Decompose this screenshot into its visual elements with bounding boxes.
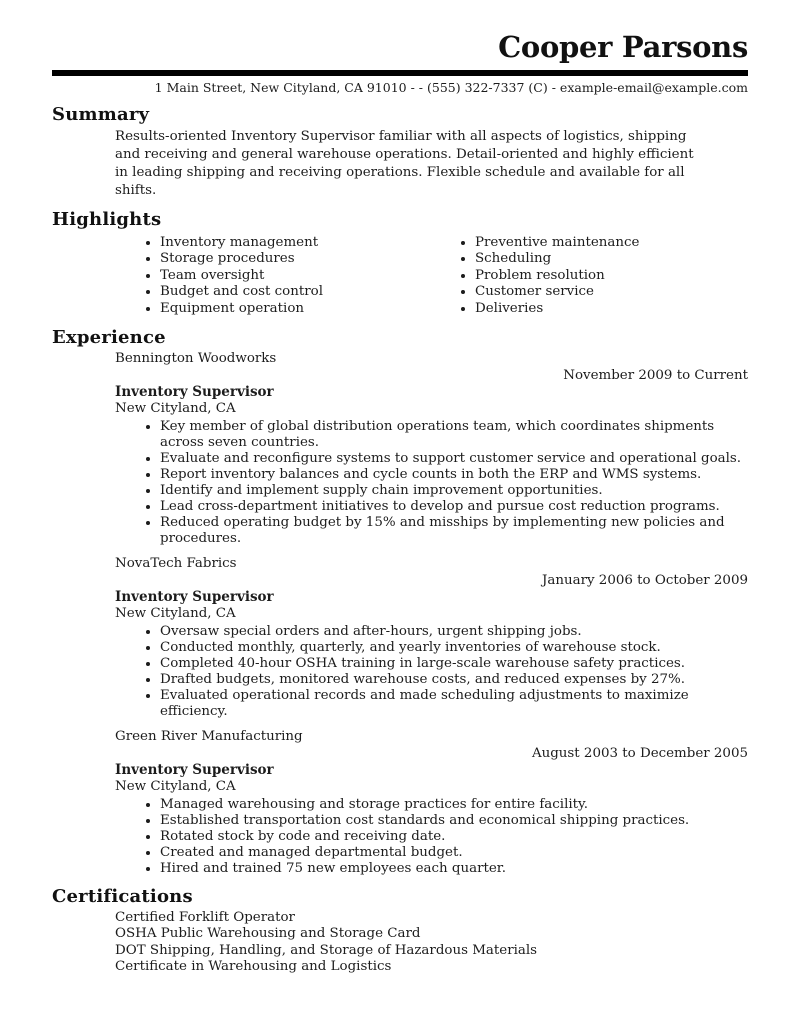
job-bullet: • Established transportation cost standards and economical shipping practices. bbox=[160, 813, 748, 829]
job-bullet-list bbox=[115, 624, 748, 720]
contact-line: 1 Main Street, New Cityland, CA 91010 - - (555) 322-7337 (C) - example-email@example.com bbox=[154, 79, 748, 95]
job-bullet: • Conducted monthly, quarterly, and yearly inventories of warehouse stock. bbox=[160, 640, 748, 656]
certification-item: OSHA Public Warehousing and Storage Card bbox=[115, 926, 421, 942]
section-summary bbox=[52, 104, 748, 200]
highlights-heading: Highlights bbox=[52, 208, 162, 230]
highlight-item: • Inventory management bbox=[160, 235, 430, 251]
highlight-item: • Problem resolution bbox=[475, 268, 748, 284]
highlight-item: • Budget and cost control bbox=[160, 284, 430, 300]
highlight-item: • Team oversight bbox=[160, 268, 430, 284]
job-bullet: • Evaluate and reconfigure systems to support customer service and operational goals. bbox=[160, 451, 748, 467]
job-bullet: • Hired and trained 75 new employees each quarter. bbox=[160, 861, 748, 877]
job-bullet: • Key member of global distribution operations team, which coordinates shipments across seven countries. bbox=[160, 419, 748, 451]
highlight-item: • Storage procedures bbox=[160, 251, 430, 267]
summary-heading: Summary bbox=[52, 103, 150, 125]
highlight-item: • Customer service bbox=[475, 284, 748, 300]
experience-heading: Experience bbox=[52, 326, 166, 348]
job-location: New Cityland, CA bbox=[115, 400, 236, 416]
job-bullet: • Rotated stock by code and receiving date. bbox=[160, 829, 748, 845]
job-bullet: • Completed 40-hour OSHA training in large-scale warehouse safety practices. bbox=[160, 656, 748, 672]
job-location: New Cityland, CA bbox=[115, 605, 236, 621]
section-highlights bbox=[52, 209, 748, 317]
job-title: Inventory Supervisor bbox=[115, 383, 274, 400]
job-bullet: • Reduced operating budget by 15% and misships by implementing new policies and procedures. bbox=[160, 515, 748, 547]
job-bullet: • Evaluated operational records and made scheduling adjustments to maximize efficiency. bbox=[160, 688, 748, 720]
job-bullet: • Managed warehousing and storage practices for entire facility. bbox=[160, 797, 748, 813]
job-company: NovaTech Fabrics bbox=[115, 555, 237, 571]
certification-item: DOT Shipping, Handling, and Storage of Hazardous Materials bbox=[115, 942, 538, 958]
job-bullet: • Drafted budgets, monitored warehouse costs, and reduced expenses by 27%. bbox=[160, 672, 748, 688]
section-experience bbox=[52, 327, 748, 877]
job-company: Bennington Woodworks bbox=[115, 350, 277, 366]
highlight-item: • Equipment operation bbox=[160, 301, 430, 317]
section-certifications bbox=[52, 886, 748, 976]
job-bullet: • Created and managed departmental budget. bbox=[160, 845, 748, 861]
highlights-left-column bbox=[115, 235, 430, 317]
job-title: Inventory Supervisor bbox=[115, 761, 274, 778]
job-bullet: • Oversaw special orders and after-hours, urgent shipping jobs. bbox=[160, 624, 748, 640]
job-bullet-list bbox=[115, 797, 748, 877]
summary-text: Results-oriented Inventory Supervisor familiar with all aspects of logistics, shipping and receiving and general warehouse operations. Detail-oriented and highly efficient in leading shipping and receiving operations. Flexible schedule and available for all shifts. bbox=[115, 128, 694, 198]
highlight-item: • Deliveries bbox=[475, 301, 748, 317]
highlights-right-column bbox=[430, 235, 748, 317]
job-entry bbox=[52, 729, 748, 877]
job-company: Green River Manufacturing bbox=[115, 728, 303, 744]
job-dates: January 2006 to October 2009 bbox=[542, 572, 748, 588]
highlights-columns bbox=[115, 233, 748, 317]
job-entry bbox=[52, 556, 748, 720]
certifications-heading: Certifications bbox=[52, 885, 193, 907]
job-dates: November 2009 to Current bbox=[563, 367, 748, 383]
resume-header bbox=[52, 32, 748, 95]
certification-list bbox=[115, 910, 748, 976]
job-title: Inventory Supervisor bbox=[115, 588, 274, 605]
certification-item: Certificate in Warehousing and Logistics bbox=[115, 959, 392, 975]
job-bullet: • Report inventory balances and cycle counts in both the ERP and WMS systems. bbox=[160, 467, 748, 483]
job-location: New Cityland, CA bbox=[115, 778, 236, 794]
job-bullet: • Identify and implement supply chain improvement opportunities. bbox=[160, 483, 748, 499]
job-dates: August 2003 to December 2005 bbox=[531, 745, 748, 761]
job-entry bbox=[52, 351, 748, 547]
candidate-name: Cooper Parsons bbox=[498, 30, 748, 64]
job-bullet-list bbox=[115, 419, 748, 547]
header-divider bbox=[52, 70, 748, 76]
certification-item: Certified Forklift Operator bbox=[115, 909, 295, 925]
highlight-item: • Preventive maintenance bbox=[475, 235, 748, 251]
job-bullet: • Lead cross-department initiatives to develop and pursue cost reduction programs. bbox=[160, 499, 748, 515]
highlight-item: • Scheduling bbox=[475, 251, 748, 267]
